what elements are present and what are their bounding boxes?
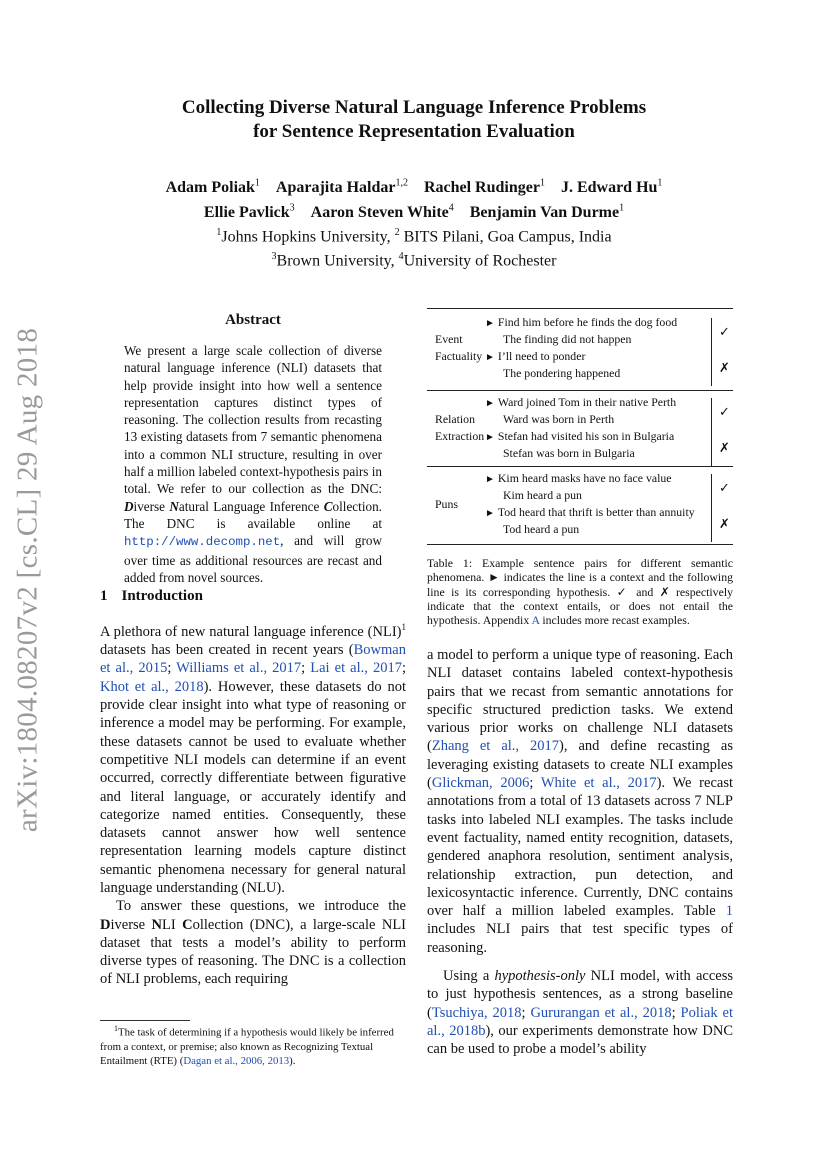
entails-check-icon: ✓: [719, 480, 730, 495]
group-label: Event: [435, 332, 463, 346]
table-caption: Table 1: Example sentence pairs for different semantic phenomena. ► indicates the line is a context and the following line is its corresponding hypothesis. ✓ and ✗ respectively indicate that the context entails, or does not entail the hypothesis. Appendix A includes more recast examples.: [427, 556, 733, 628]
table-ref-link[interactable]: 1: [725, 903, 733, 920]
footnote: $^1$The task of determining if a hypothesis would likely be inferred from a context, or premise; also known as Recognizing Textual Entailment (RTE) (Dagan et al., 2006, 2013).: [100, 1024, 394, 1067]
citation-link[interactable]: Zhang et al., 2017: [431, 738, 560, 755]
author-line-1: [100, 174, 728, 198]
author: J. Edward Hu$^1$: [560, 178, 663, 197]
author: Ellie Pavlick$^3$: [203, 202, 295, 221]
context-marker-icon: ►: [485, 352, 495, 363]
right-paragraph-1: a model to perform a unique type of reasoning. Each NLI dataset contains labeled context-hypothesis pairs that we recast from semantic annotations for specific structured prediction tasks. We extend various prior works on challenge NLI datasets (Zhang et al., 2017), and define recasting as leveraging existing datasets to create NLI examples (Glickman, 2006; White et al., 2017). We recast annotations from a total of 13 datasets across 7 NLP tasks into labeled NLI examples. The tasks include event factuality, named entity recognition, datasets, gendered anaphora resolution, sentiment analysis, relationship extraction, pun detection, and lexicosyntactic inference. Currently, DNC contains over half a million labeled examples. Table 1 includes NLI pairs that test specific types of reasoning.: [427, 647, 733, 956]
abstract-heading: Abstract: [225, 312, 281, 328]
right-paragraph-2: Using a hypothesis-only NLI model, with access to just hypothesis sentences, as a strong baseline (Tsuchiya, 2018; Gururangan et al., 2018; Poliak et al., 2018b), our experiments demonstrate how DNC can be used to probe a model’s ability: [427, 968, 733, 1058]
affiliation-line-1: $^1$Johns Hopkins University, $^2$ BITS Pilani, Goa Campus, India: [216, 226, 612, 245]
group-label: Relation: [435, 412, 475, 426]
table-group-rule: [427, 390, 733, 391]
intro-paragraph-2: To answer these questions, we introduce the Diverse NLI Collection (DNC), a large-scale NLI dataset that tests a model’s ability to perform diverse types of reasoning. The DNC is a collection of NLI problems, each requiring: [100, 898, 407, 988]
citation-link[interactable]: Gururangan et al., 2018: [530, 1004, 672, 1021]
table-top-rule: [427, 308, 733, 309]
arxiv-stamp: [8, 327, 48, 833]
context-sentence: ► I’ll need to ponder: [485, 349, 586, 363]
title-line-2: for Sentence Representation Evaluation: [253, 121, 575, 142]
context-marker-icon: ►: [485, 398, 495, 409]
group-label: Extraction: [435, 429, 485, 443]
citation-link[interactable]: Lai et al., 2017: [310, 660, 402, 677]
paper-title: [100, 96, 728, 144]
context-sentence: ► Stefan had visited his son in Bulgaria: [485, 429, 675, 443]
context-marker-icon: ►: [485, 318, 495, 329]
right-column-body: [427, 646, 733, 1059]
entails-check-icon: ✓: [719, 404, 730, 419]
footnote-rule: [100, 1020, 190, 1021]
citation-link[interactable]: Glickman, 2006: [431, 775, 530, 792]
not-entails-cross-icon: ✗: [719, 440, 730, 455]
appendix-link[interactable]: A: [531, 613, 540, 628]
hypothesis-sentence: Tod heard a pun: [503, 522, 580, 536]
citation-link[interactable]: Dagan et al., 2006, 2013: [183, 1054, 290, 1067]
dataset-url-link[interactable]: http://www.decomp.net: [124, 535, 281, 550]
hypothesis-sentence: Ward was born in Perth: [503, 412, 615, 426]
author-line-2: [100, 198, 728, 222]
citation-link[interactable]: Tsuchiya, 2018: [431, 1004, 522, 1021]
context-marker-icon: ►: [485, 508, 495, 519]
table-group-puns: [427, 470, 733, 546]
author: Aaron Steven White$^4$: [310, 202, 454, 221]
table-group-event-factuality: [427, 314, 733, 390]
left-column-body: [100, 618, 406, 989]
author: Aparajita Haldar$^{1,2}$: [275, 178, 408, 197]
hypothesis-sentence: Kim heard a pun: [503, 488, 582, 502]
table-group-relation-extraction: [427, 394, 733, 470]
author: Adam Poliak$^1$: [165, 178, 260, 197]
citation-link[interactable]: Bowman et al., 2015: [100, 642, 406, 677]
section-heading-introduction: 1 Introduction: [100, 588, 203, 604]
table-group-rule: [427, 466, 733, 467]
intro-paragraph-1: A plethora of new natural language inference (NLI)$^1$ datasets has been created in recent years (Bowman et al., 2015; Williams et al., 2017; Lai et al., 2017; Khot et al., 2018). However, these datasets do not provide clear insight into what type of reasoning or inference a model may be performing. For example, these datasets cannot be used to evaluate whether competitive NLI models can determine if an event occurred, correctly differentiate between figurative and literal language, or accurately identify and categorize named entities. Consequently, these datasets cannot answer how well sentence representation learning models capture distinct semantic phenomena necessary for general natural language understanding (NLU).: [100, 622, 406, 896]
table-vertical-rule: [711, 474, 712, 542]
author-block: [100, 174, 728, 271]
hypothesis-sentence: The pondering happened: [503, 366, 621, 380]
context-sentence: ► Find him before he finds the dog food: [485, 315, 678, 329]
context-marker-icon: ►: [485, 432, 495, 443]
title-line-1: Collecting Diverse Natural Language Inference Problems: [181, 97, 647, 118]
context-marker-icon: ►: [485, 474, 495, 485]
context-sentence: ► Kim heard masks have no face value: [485, 471, 672, 485]
context-sentence: ► Ward joined Tom in their native Perth: [485, 395, 677, 409]
table-bottom-rule: [427, 544, 733, 545]
table-vertical-rule: [711, 318, 712, 386]
citation-link[interactable]: Poliak et al., 2018b: [427, 1004, 733, 1039]
hypothesis-sentence: The finding did not happen: [503, 332, 632, 346]
context-sentence: ► Tod heard that thrift is better than annuity: [485, 505, 695, 519]
group-label: Puns: [435, 497, 458, 511]
hypothesis-sentence: Stefan was born in Bulgaria: [503, 446, 635, 460]
citation-link[interactable]: White et al., 2017: [540, 775, 657, 792]
group-label: Factuality: [435, 349, 483, 363]
affiliation-line-2: $^3$Brown University, $^4$University of Rochester: [271, 250, 557, 270]
citation-link[interactable]: Khot et al., 2018: [100, 678, 204, 695]
author: Rachel Rudinger$^1$: [423, 178, 545, 197]
entails-check-icon: ✓: [719, 324, 730, 339]
abstract-text: We present a large scale collection of diverse natural language inference (NLI) datasets that help provide insight into how well a sentence representation captures distinct types of reasoning. The collection results from recasting 13 existing datasets from 7 semantic phenomena into a common NLI structure, resulting in over half a million labeled context-hypothesis pairs in total. We refer to our collection as the DNC: Diverse Natural Language Inference Collection. The DNC is available online at http://www.decomp.net, and will grow over time as additional resources are recast and added from novel sources.: [124, 343, 382, 585]
author: Benjamin Van Durme$^1$: [469, 202, 625, 221]
arxiv-id: arXiv:1804.08207v2 [cs.CL] 29 Aug 2018: [11, 327, 44, 833]
not-entails-cross-icon: ✗: [719, 516, 730, 531]
table-vertical-rule: [711, 398, 712, 466]
not-entails-cross-icon: ✗: [719, 360, 730, 375]
citation-link[interactable]: Williams et al., 2017: [176, 660, 302, 677]
